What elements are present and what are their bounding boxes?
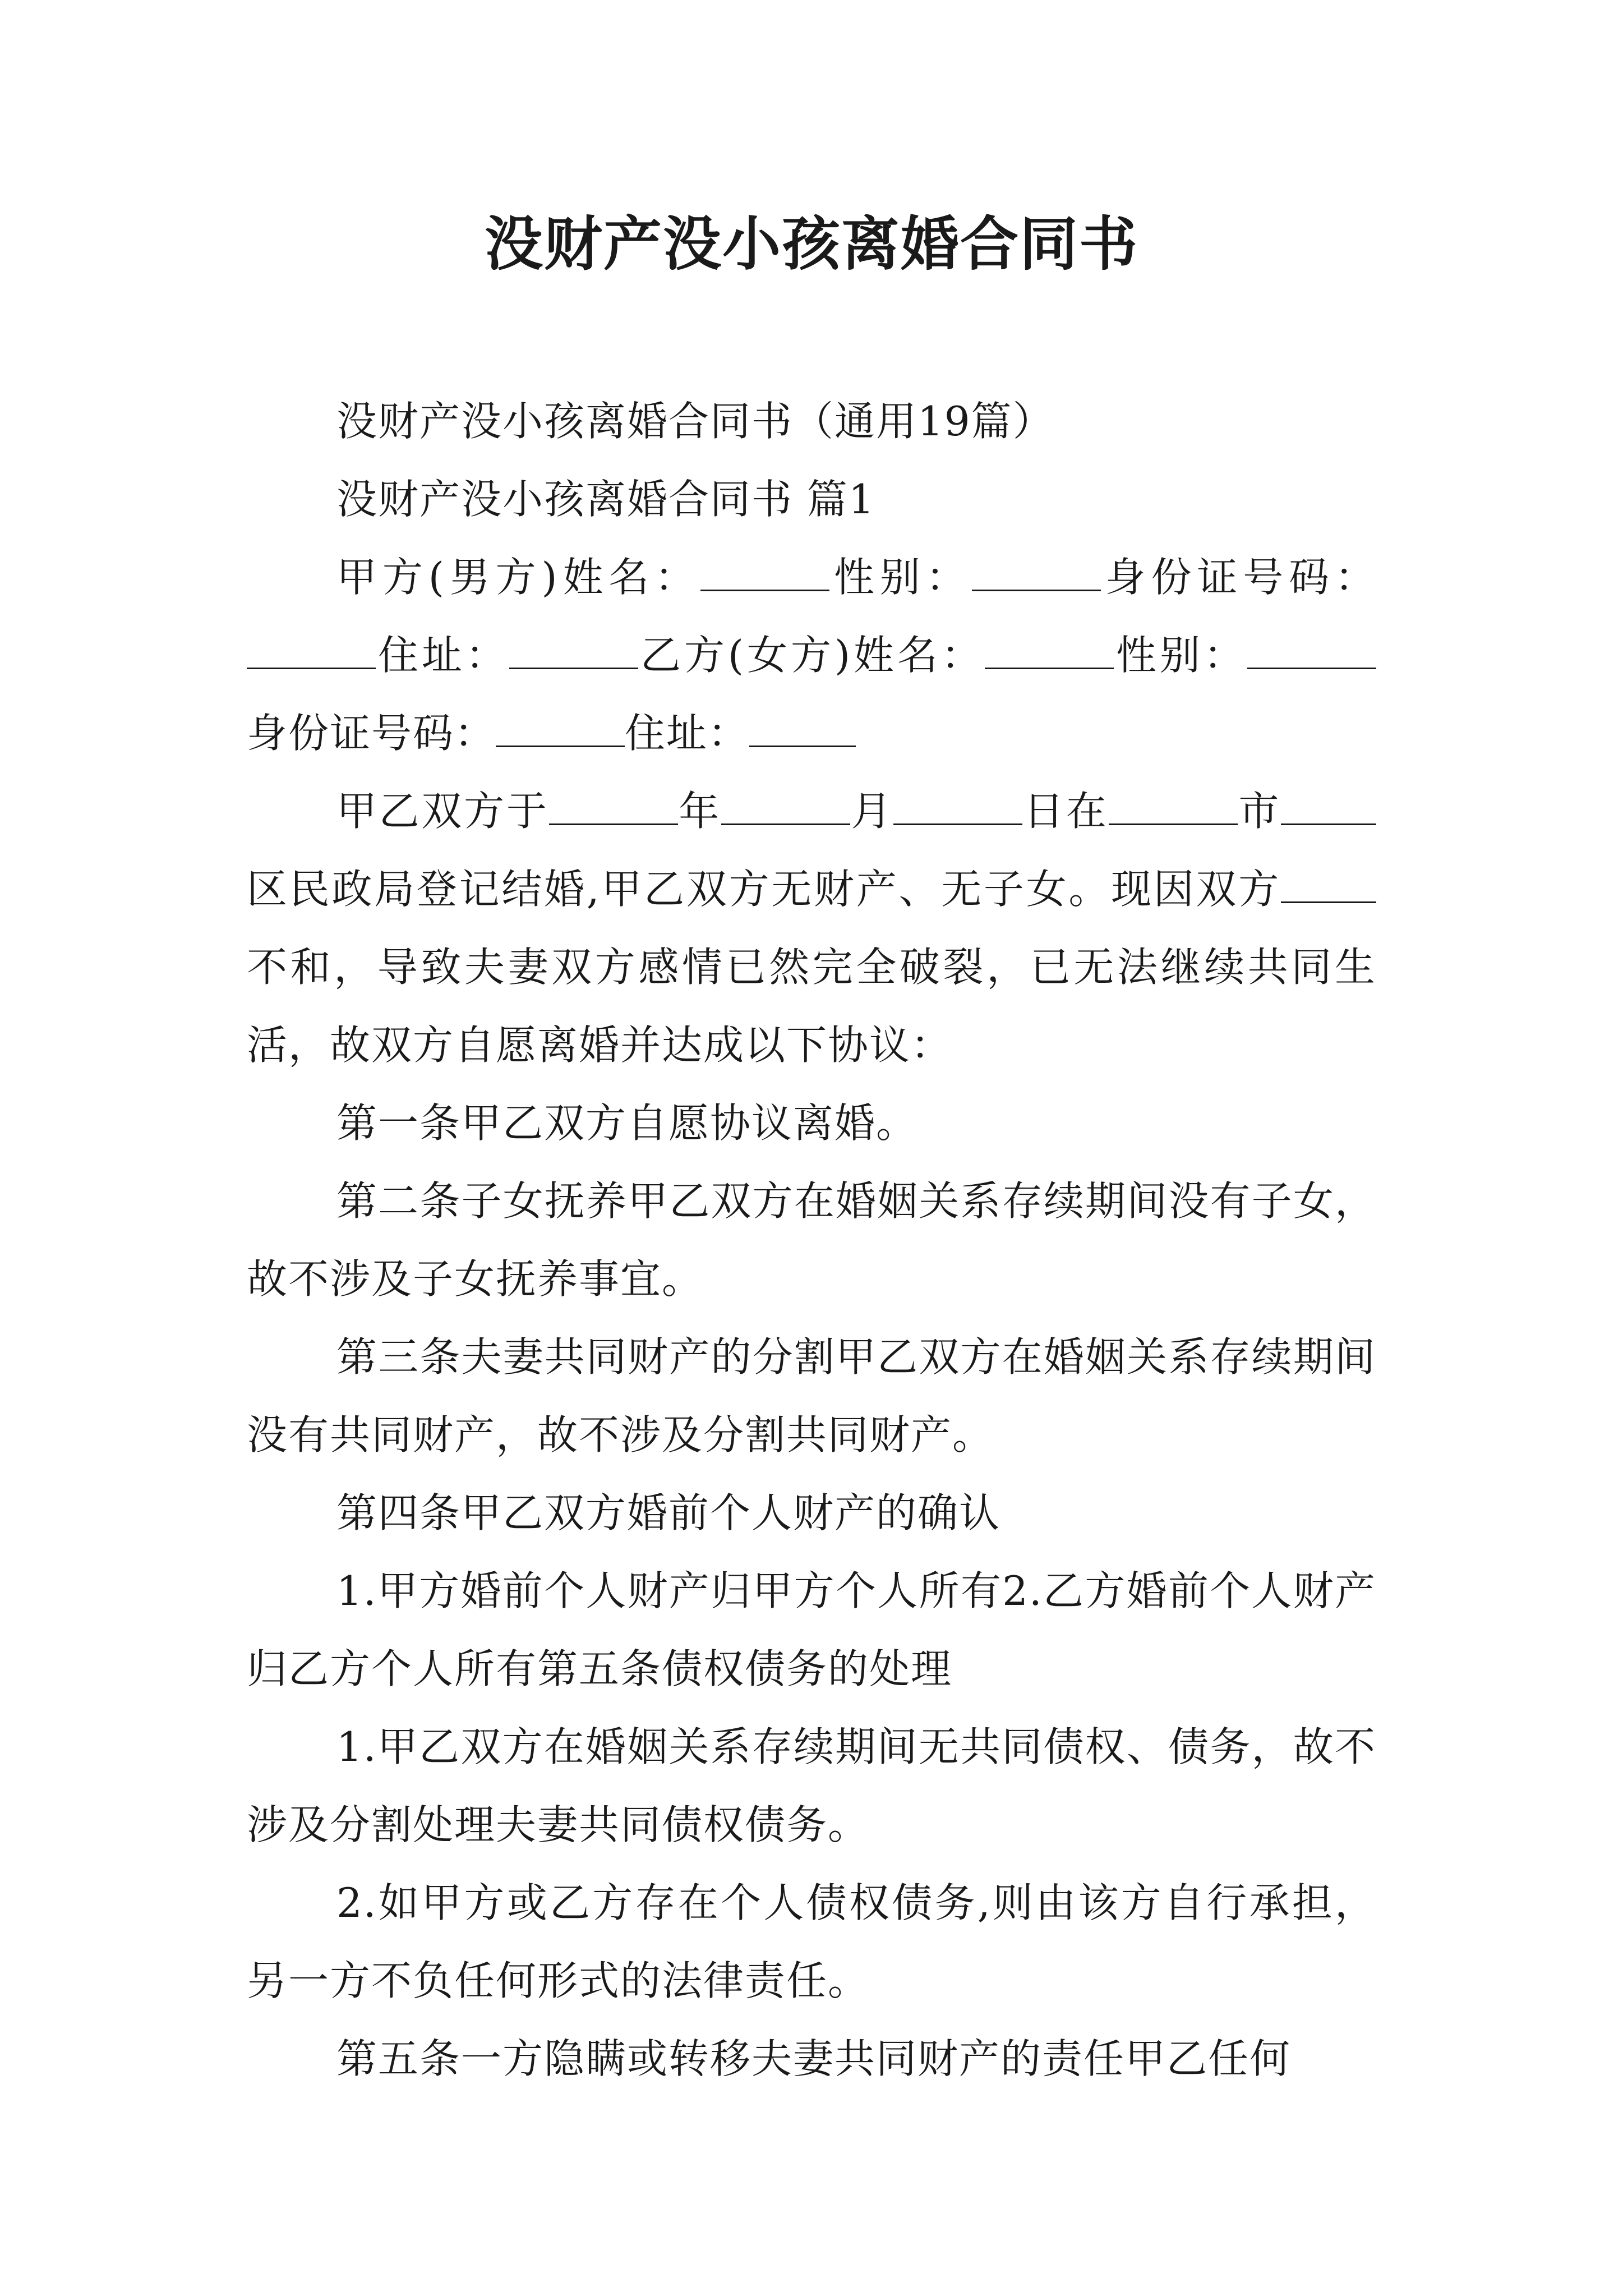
jia-address-label: 住址： (376, 632, 509, 679)
jia-gender-label: 性别： (829, 554, 972, 601)
marriage-text: 甲乙双方于 (336, 788, 549, 835)
blank-field (1109, 790, 1238, 825)
article-paragraph: 1.甲方婚前个人财产归甲方个人所有2.乙方婚前个人财产归乙方个人所有第五条债权债务的处理 (247, 1567, 1376, 1692)
blank-field (893, 790, 1022, 825)
marriage-text: 区民政局登记结婚,甲乙双方无财产、无子女。现因双方 (247, 866, 1281, 913)
marriage-text: 月 (850, 788, 894, 835)
blank-field (985, 634, 1114, 669)
marriage-text: 日在 (1022, 788, 1109, 835)
blank-field (1281, 790, 1376, 825)
jia-id-label: 身份证号码： (1100, 554, 1376, 601)
blank-field (549, 790, 678, 825)
article-paragraph: 第五条一方隐瞒或转移夫妻共同财产的责任甲乙任何 (336, 2035, 1292, 2082)
marriage-text: 年 (677, 788, 721, 835)
blank-field (1247, 634, 1376, 669)
yi-address-label: 住址： (625, 710, 750, 757)
article-paragraph: 第二条子女抚养甲乙双方在婚姻关系存续期间没有子女，故不涉及子女抚养事宜。 (247, 1177, 1376, 1303)
marriage-text: 不和，导致夫妻双方感情已然完全破裂，已无法继续共同生活，故双方自愿离婚并达成以下协议： (247, 944, 1376, 1069)
party-info-paragraph (247, 539, 1376, 772)
section-heading: 没财产没小孩离婚合同书 篇1 (336, 476, 875, 523)
article-paragraph: 1.甲乙双方在婚姻关系存续期间无共同债权、债务，故不涉及分割处理夫妻共同债权债务。 (247, 1723, 1376, 1848)
document-title: 没财产没小孩离婚合同书 (484, 209, 1138, 278)
blank-field (700, 556, 829, 591)
article-paragraph: 第四条甲乙双方婚前个人财产的确认 (336, 1489, 1001, 1536)
yi-id-label: 身份证号码： (247, 710, 496, 757)
blank-field (1281, 868, 1376, 903)
article-paragraph: 2.如甲方或乙方存在个人债权债务,则由该方自行承担，另一方不负任何形式的法律责任。 (247, 1879, 1376, 2004)
article-paragraph: 第一条甲乙双方自愿协议离婚。 (336, 1099, 918, 1147)
yi-gender-label: 性别： (1114, 632, 1247, 679)
subtitle: 没财产没小孩离婚合同书（通用19篇） (336, 398, 1054, 445)
article-paragraph: 第三条夫妻共同财产的分割甲乙双方在婚姻关系存续期间没有共同财产，故不涉及分割共同财产。 (247, 1333, 1376, 1458)
document-body (247, 383, 1376, 2098)
blank-field (247, 634, 376, 669)
marriage-paragraph (247, 772, 1376, 1084)
blank-field (749, 712, 856, 747)
marriage-text: 市 (1237, 788, 1281, 835)
blank-field (509, 634, 638, 669)
blank-field (496, 712, 625, 747)
blank-field (972, 556, 1101, 591)
blank-field (721, 790, 850, 825)
yi-name-label: 乙方(女方)姓名： (638, 632, 985, 679)
jia-name-label: 甲方(男方)姓名： (336, 554, 701, 601)
